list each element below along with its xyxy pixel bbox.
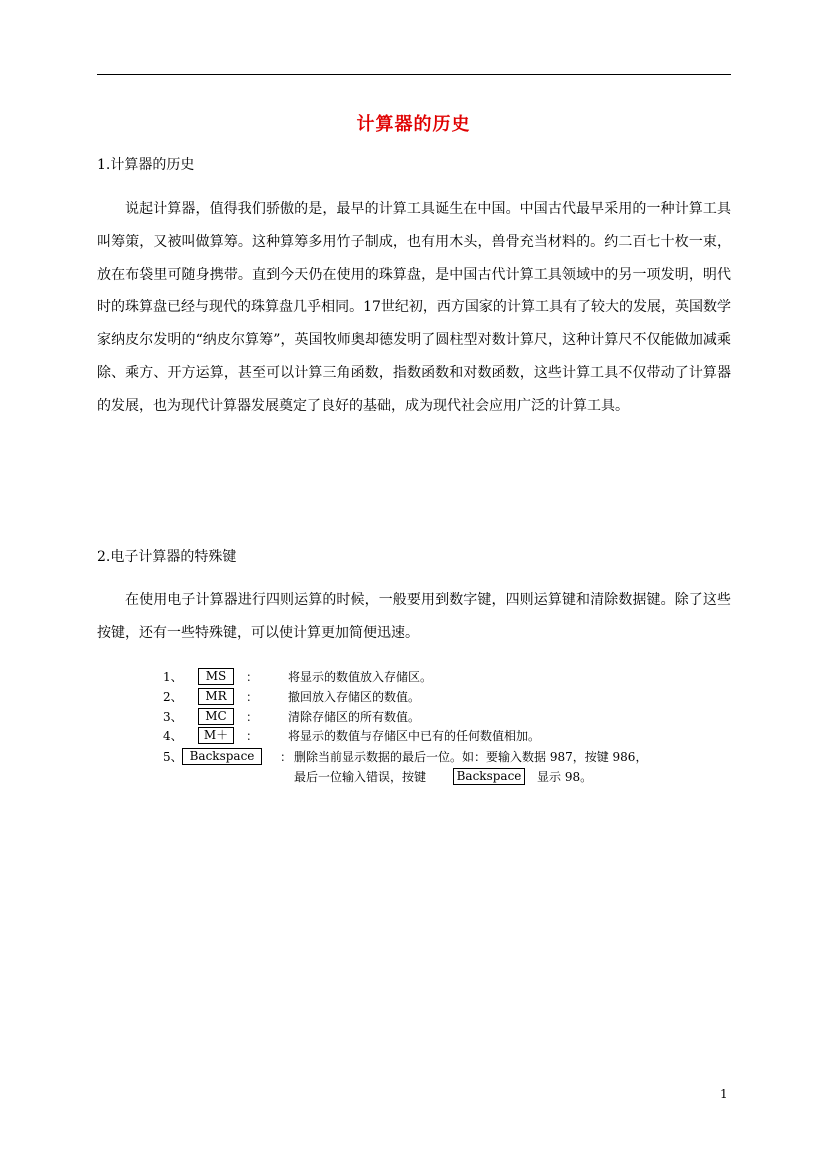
page-number: 1	[720, 1087, 728, 1101]
mplus-key-box: M＋	[198, 727, 234, 744]
key-item-number: 3、	[163, 710, 183, 724]
key-item-colon: ：	[246, 690, 259, 704]
key-item-description: 将显示的数值与存储区中已有的任何数值相加。	[288, 729, 541, 743]
paragraph-history: 说起计算器，值得我们骄傲的是，最早的计算工具诞生在中国。中国古代最早采用的一种计算工具叫筹策，又被叫做算筹。这种算筹多用竹子制成，也有用木头，兽骨充当材料的。约二百七十枚一束，放在布袋里可随身携带。直到今天仍在使用的珠算盘，是中国古代计算工具领域中的另一项发明，明代时的珠算盘已经与现代的珠算盘几乎相同。17世纪初，西方国家的计算工具有了较大的发展，英国数学家纳皮尔发明的“纳皮尔算筹”，英国牧师奥却德发明了圆柱型对数计算尺，这种计算尺不仅能做加减乘除、乘方、开方运算，甚至可以计算三角函数，指数函数和对数函数，这些计算工具不仅带动了计算器的发展，也为现代计算器发展奠定了良好的基础，成为现代社会应用广泛的计算工具。	[97, 201, 731, 414]
key-item-number: 4、	[163, 729, 183, 743]
example-text-before: 最后一位输入错误，按键	[294, 770, 427, 784]
key-item-colon: ：	[280, 750, 293, 764]
key-item-number: 1、	[163, 670, 183, 684]
backspace-key-box: Backspace	[182, 748, 262, 765]
section-heading-special-keys: 2.电子计算器的特殊键	[97, 549, 237, 565]
ms-key-box: MS	[198, 668, 234, 685]
example-text-after: 显示 98。	[537, 770, 593, 784]
key-item-number: 2、	[163, 690, 183, 704]
key-item-description: 清除存储区的所有数值。	[288, 710, 421, 724]
section-heading-history: 1.计算器的历史	[97, 157, 195, 173]
header-rule	[97, 74, 731, 75]
mc-key-box: MC	[198, 708, 234, 725]
page-title: 计算器的历史	[356, 114, 471, 135]
key-item-description: 删除当前显示数据的最后一位。如：要输入数据 987，按键 986，	[294, 750, 648, 764]
key-item-number: 5、	[163, 750, 183, 764]
key-item-colon: ：	[246, 670, 259, 684]
mr-key-box: MR	[198, 688, 234, 705]
key-item-colon: ：	[246, 710, 259, 724]
key-item-description: 将显示的数值放入存储区。	[288, 670, 433, 684]
backspace-key-box-example: Backspace	[453, 768, 525, 785]
key-item-description: 撤回放入存储区的数值。	[288, 690, 421, 704]
key-item-colon: ：	[246, 729, 259, 743]
paragraph-special-keys: 在使用电子计算器进行四则运算的时候，一般要用到数字键，四则运算键和清除数据键。除了这些按键，还有一些特殊键，可以使计算更加简便迅速。	[97, 592, 731, 641]
